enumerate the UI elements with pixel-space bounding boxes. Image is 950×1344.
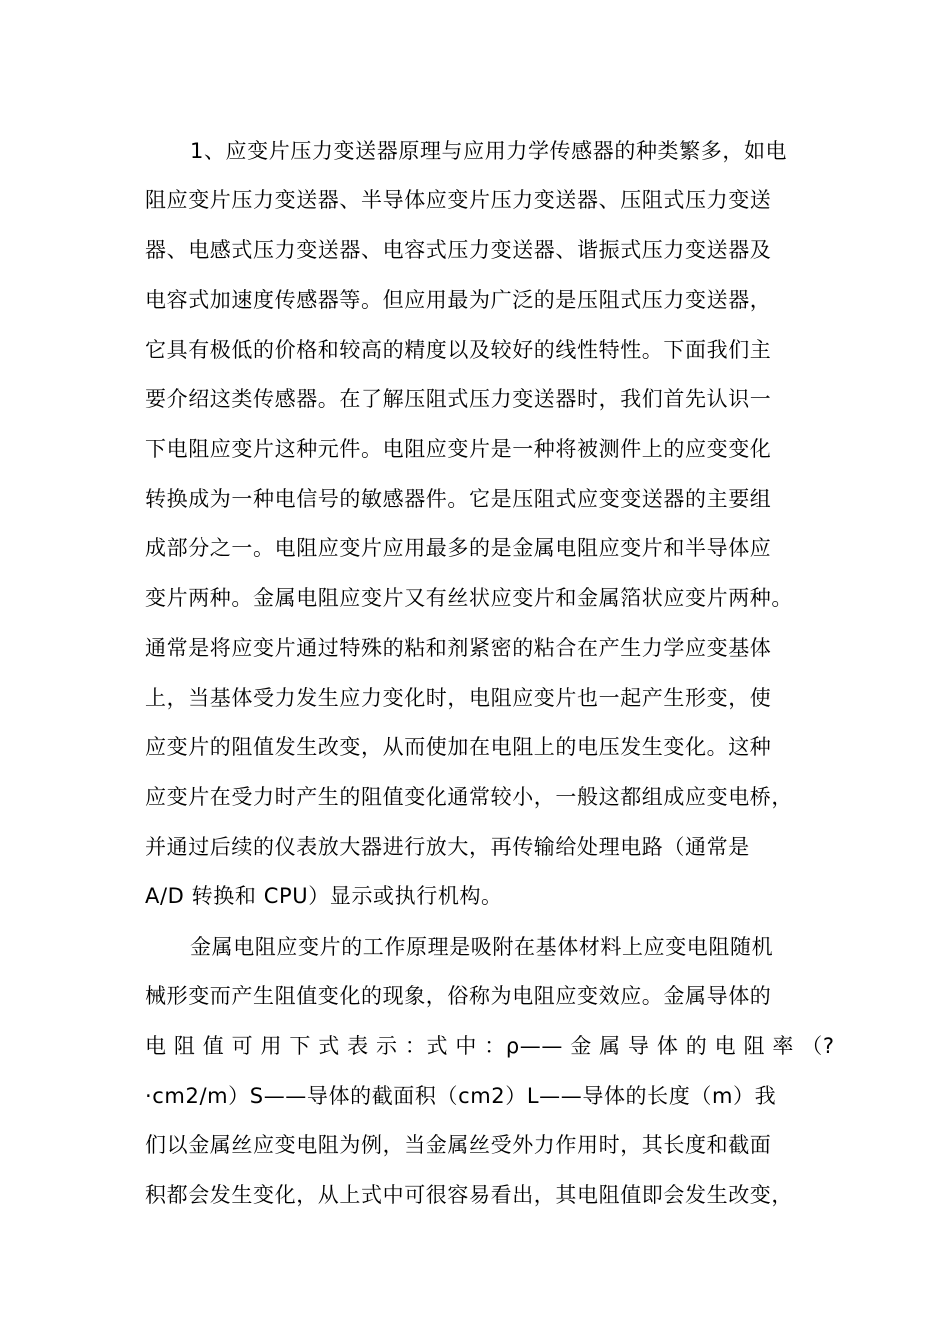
paragraph-2-line-6: 积都会发生变化，从上式中可很容易看出，其电阻值即会发生改变，: [145, 1183, 793, 1207]
paragraph-1-line-16: A/D 转换和 CPU）显示或执行机构。: [145, 884, 503, 908]
paragraph-1-line-5: 它具有极低的价格和较高的精度以及较好的线性特性。下面我们主: [145, 338, 772, 362]
paragraph-1-line-4: 电容式加速度传感器等。但应用最为广泛的是压阻式压力变送器，: [145, 288, 772, 312]
paragraph-1-line-6: 要介绍这类传感器。在了解压阻式压力变送器时，我们首先认识一: [145, 387, 772, 411]
paragraph-2-line-5: 们以金属丝应变电阻为例，当金属丝受外力作用时，其长度和截面: [145, 1133, 772, 1157]
paragraph-1-line-15: 并通过后续的仪表放大器进行放大，再传输给处理电路（通常是: [145, 835, 750, 859]
paragraph-1-line-7: 下电阻应变片这种元件。电阻应变片是一种将被测件上的应变变化: [145, 437, 772, 461]
paragraph-1-line-13: 应变片的阻值发生改变，从而使加在电阻上的电压发生变化。这种: [145, 735, 772, 759]
paragraph-2-line-4: ·cm2/m）S——导体的截面积（cm2）L——导体的长度（m）我: [145, 1084, 777, 1108]
paragraph-1-line-2: 阻应变片压力变送器、半导体应变片压力变送器、压阻式压力变送: [145, 188, 772, 212]
paragraph-2-line-3: 电 阻 值 可 用 下 式 表 示 ：式 中 ：ρ—— 金 属 导 体 的 电 阻 率 （?: [145, 1034, 835, 1058]
paragraph-1-line-9: 成部分之一。电阻应变片应用最多的是金属电阻应变片和半导体应: [145, 536, 772, 560]
paragraph-1-line-12: 上，当基体受力发生应力变化时，电阻应变片也一起产生形变，使: [145, 686, 772, 710]
paragraph-1-line-14: 应变片在受力时产生的阻值变化通常较小，一般这都组成应变电桥，: [145, 785, 793, 809]
paragraph-1-line-8: 转换成为一种电信号的敏感器件。它是压阻式应变变送器的主要组: [145, 487, 772, 511]
paragraph-1-line-3: 器、电感式压力变送器、电容式压力变送器、谐振式压力变送器及: [145, 238, 772, 262]
paragraph-1-line-10: 变片两种。金属电阻应变片又有丝状应变片和金属箔状应变片两种。: [145, 586, 793, 610]
paragraph-2-line-2: 械形变而产生阻值变化的现象，俗称为电阻应变效应。金属导体的: [145, 984, 772, 1008]
paragraph-1-line-1: 1、应变片压力变送器原理与应用力学传感器的种类繁多，如电: [190, 139, 788, 163]
paragraph-2-line-1: 金属电阻应变片的工作原理是吸附在基体材料上应变电阻随机: [190, 935, 774, 959]
paragraph-1-line-11: 通常是将应变片通过特殊的粘和剂紧密的粘合在产生力学应变基体: [145, 636, 772, 660]
